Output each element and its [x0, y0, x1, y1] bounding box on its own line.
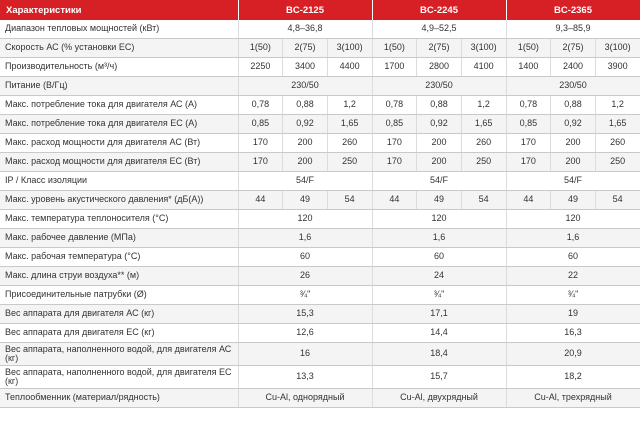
header-model-bc-2365: BC-2365 [506, 0, 640, 20]
row-label: Питание (В/Гц) [0, 77, 238, 96]
table-cell: 1(50) [506, 39, 551, 58]
table-cell-merged: 4,9–52,5 [372, 20, 506, 39]
table-cell: 49 [551, 191, 596, 210]
table-cell: 1,65 [461, 115, 506, 134]
table-row [0, 366, 640, 389]
table-cell-merged: 1,6 [238, 229, 372, 248]
table-cell-merged: Cu-Al, трехрядный [506, 389, 640, 408]
table-cell: 200 [417, 153, 462, 172]
table-row [0, 229, 640, 248]
table-row [0, 134, 640, 153]
table-cell: 3(100) [461, 39, 506, 58]
table-cell: 260 [595, 134, 640, 153]
table-row [0, 20, 640, 39]
table-cell: 250 [595, 153, 640, 172]
table-cell-merged: 54/F [506, 172, 640, 191]
table-row [0, 248, 640, 267]
table-cell-merged: 1,6 [506, 229, 640, 248]
table-cell: 2(75) [283, 39, 328, 58]
table-cell-merged: 54/F [372, 172, 506, 191]
table-row [0, 389, 640, 408]
row-label: Диапазон тепловых мощностей (кВт) [0, 20, 238, 39]
row-label: Производительность (м³/ч) [0, 58, 238, 77]
header-model-bc-2125: BC-2125 [238, 0, 372, 20]
table-cell: 0,88 [417, 96, 462, 115]
table-cell: 3400 [283, 58, 328, 77]
table-cell-merged: 13,3 [238, 366, 372, 389]
table-row [0, 191, 640, 210]
table-cell: 54 [327, 191, 372, 210]
table-row [0, 115, 640, 134]
table-cell: 0,92 [417, 115, 462, 134]
row-label: Макс. расход мощности для двигателя АС (Вт) [0, 134, 238, 153]
table-cell-merged: 16,3 [506, 324, 640, 343]
table-cell-merged: 120 [372, 210, 506, 229]
table-cell-merged: 9,3–85,9 [506, 20, 640, 39]
table-body [0, 20, 640, 408]
table-row [0, 324, 640, 343]
row-label: Скорость АС (% установки ЕС) [0, 39, 238, 58]
table-cell: 1(50) [238, 39, 283, 58]
table-cell: 44 [238, 191, 283, 210]
table-cell-merged: Cu-Al, двухрядный [372, 389, 506, 408]
table-cell: 250 [327, 153, 372, 172]
row-label: Макс. длина струи воздуха** (м) [0, 267, 238, 286]
table-row [0, 286, 640, 305]
table-cell: 0,92 [551, 115, 596, 134]
row-label: Макс. расход мощности для двигателя ЕС (Вт) [0, 153, 238, 172]
table-cell: 1,65 [595, 115, 640, 134]
table-cell: 3(100) [327, 39, 372, 58]
table-cell: 1700 [372, 58, 417, 77]
table-cell: 1,2 [327, 96, 372, 115]
table-header-row [0, 0, 640, 20]
table-cell: 200 [283, 134, 328, 153]
row-label: Теплообменник (материал/рядность) [0, 389, 238, 408]
table-cell: 260 [327, 134, 372, 153]
table-cell: 0,85 [238, 115, 283, 134]
table-cell: 170 [506, 153, 551, 172]
table-cell-merged: 17,1 [372, 305, 506, 324]
table-cell: 3(100) [595, 39, 640, 58]
table-cell: 1(50) [372, 39, 417, 58]
table-cell-merged: 22 [506, 267, 640, 286]
table-cell-merged: 18,2 [506, 366, 640, 389]
table-cell-merged: ¾" [238, 286, 372, 305]
header-characteristics: Характеристики [0, 0, 238, 20]
row-label: Присоединительные патрубки (Ø) [0, 286, 238, 305]
table-cell: 2(75) [551, 39, 596, 58]
row-label: Вес аппарата для двигателя ЕС (кг) [0, 324, 238, 343]
table-cell: 2800 [417, 58, 462, 77]
header-model-bc-2245: BC-2245 [372, 0, 506, 20]
table-cell: 170 [506, 134, 551, 153]
table-cell: 260 [461, 134, 506, 153]
table-cell-merged: 1,6 [372, 229, 506, 248]
table-cell: 170 [238, 153, 283, 172]
table-row [0, 343, 640, 366]
table-cell: 54 [595, 191, 640, 210]
table-row [0, 210, 640, 229]
table-cell-merged: 120 [506, 210, 640, 229]
table-cell: 54 [461, 191, 506, 210]
table-cell: 250 [461, 153, 506, 172]
table-cell-merged: 14,4 [372, 324, 506, 343]
table-cell: 44 [372, 191, 417, 210]
table-cell: 200 [551, 134, 596, 153]
row-label: Макс. рабочая температура (°С) [0, 248, 238, 267]
table-row [0, 172, 640, 191]
table-cell: 0,92 [283, 115, 328, 134]
table-cell-merged: 16 [238, 343, 372, 366]
table-cell: 4100 [461, 58, 506, 77]
table-cell: 200 [283, 153, 328, 172]
table-cell: 4400 [327, 58, 372, 77]
table-cell-merged: 18,4 [372, 343, 506, 366]
row-label: Вес аппарата для двигателя АС (кг) [0, 305, 238, 324]
table-cell-merged: 15,7 [372, 366, 506, 389]
row-label: IP / Класс изоляции [0, 172, 238, 191]
table-cell-merged: ¾" [506, 286, 640, 305]
table-cell-merged: 60 [238, 248, 372, 267]
table-cell-merged: 15,3 [238, 305, 372, 324]
table-cell-merged: 60 [372, 248, 506, 267]
table-cell-merged: 60 [506, 248, 640, 267]
table-cell: 170 [372, 134, 417, 153]
table-cell: 1,65 [327, 115, 372, 134]
row-label: Макс. потребление тока для двигателя ЕС (А) [0, 115, 238, 134]
row-label: Вес аппарата, наполненного водой, для двигателя ЕС (кг) [0, 366, 238, 389]
table-row [0, 77, 640, 96]
table-cell-merged: 230/50 [372, 77, 506, 96]
table-cell: 44 [506, 191, 551, 210]
table-cell: 200 [417, 134, 462, 153]
table-cell-merged: 230/50 [238, 77, 372, 96]
table-cell: 0,78 [238, 96, 283, 115]
row-label: Макс. уровень акустического давления* (дБ(А)) [0, 191, 238, 210]
table-cell: 1400 [506, 58, 551, 77]
table-cell: 0,78 [372, 96, 417, 115]
table-cell-merged: 230/50 [506, 77, 640, 96]
table-cell-merged: 12,6 [238, 324, 372, 343]
table-cell: 0,88 [283, 96, 328, 115]
table-cell-merged: 24 [372, 267, 506, 286]
table-cell: 49 [417, 191, 462, 210]
table-cell: 1,2 [595, 96, 640, 115]
table-cell: 2250 [238, 58, 283, 77]
table-cell-merged: Cu-Al, однорядный [238, 389, 372, 408]
table-cell-merged: 54/F [238, 172, 372, 191]
table-cell-merged: 19 [506, 305, 640, 324]
row-label: Макс. потребление тока для двигателя АС (А) [0, 96, 238, 115]
table-cell: 170 [372, 153, 417, 172]
table-cell: 2(75) [417, 39, 462, 58]
table-cell-merged: 26 [238, 267, 372, 286]
table-row [0, 153, 640, 172]
table-cell-merged: 20,9 [506, 343, 640, 366]
table-cell: 200 [551, 153, 596, 172]
table-cell: 0,85 [506, 115, 551, 134]
table-cell-merged: 4,8–36,8 [238, 20, 372, 39]
table-row [0, 39, 640, 58]
table-cell: 0,78 [506, 96, 551, 115]
table-cell-merged: 120 [238, 210, 372, 229]
row-label: Макс. рабочее давление (МПа) [0, 229, 238, 248]
table-row [0, 267, 640, 286]
table-cell: 0,85 [372, 115, 417, 134]
table-cell: 170 [238, 134, 283, 153]
table-cell: 3900 [595, 58, 640, 77]
table-cell: 49 [283, 191, 328, 210]
table-cell: 1,2 [461, 96, 506, 115]
table-row [0, 305, 640, 324]
row-label: Вес аппарата, наполненного водой, для двигателя АС (кг) [0, 343, 238, 366]
table-cell: 0,88 [551, 96, 596, 115]
table-row [0, 96, 640, 115]
row-label: Макс. температура теплоносителя (°С) [0, 210, 238, 229]
table-row [0, 58, 640, 77]
table-cell-merged: ¾" [372, 286, 506, 305]
table-cell: 2400 [551, 58, 596, 77]
